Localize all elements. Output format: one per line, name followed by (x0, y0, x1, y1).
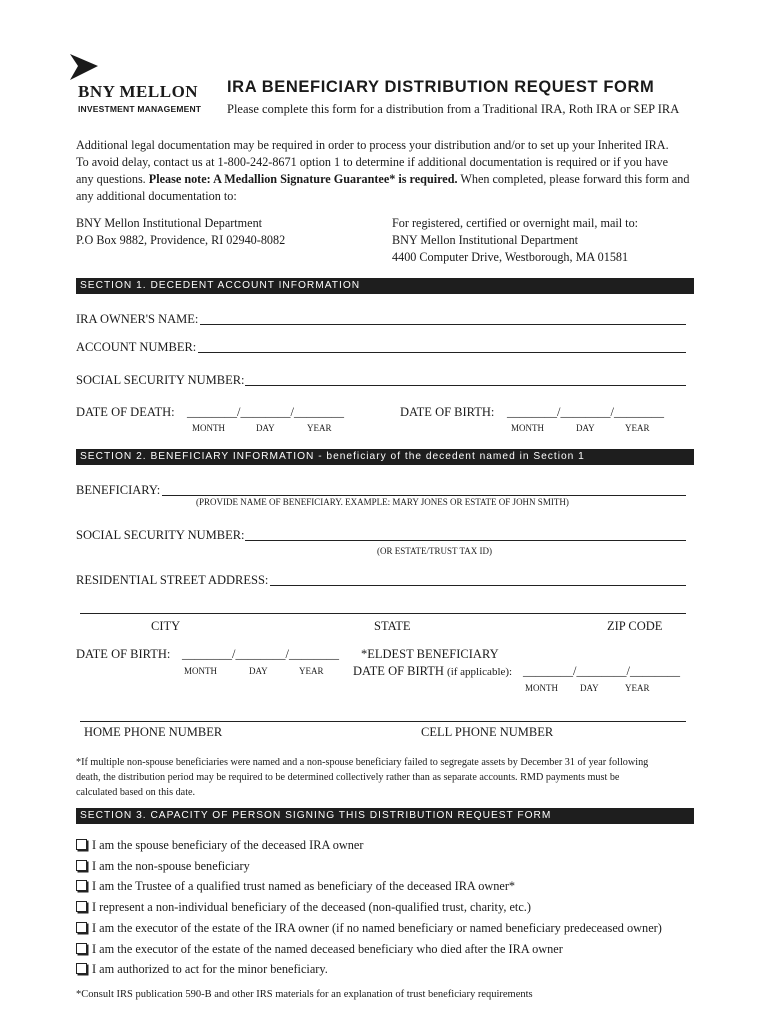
beneficiary-label: BENEFICIARY: (76, 483, 161, 497)
home-phone-caption: HOME PHONE NUMBER (84, 725, 223, 739)
decedent-ssn-field[interactable] (245, 372, 686, 386)
state-caption: STATE (374, 619, 411, 633)
brand-division: INVESTMENT MANAGEMENT (78, 104, 202, 114)
eldest-dob-field[interactable]: ________/________/________ (523, 664, 680, 678)
phone-numbers-field[interactable] (80, 708, 686, 722)
street-address-field[interactable] (270, 572, 686, 586)
day-caption: DAY (576, 423, 595, 433)
cell-phone-caption: CELL PHONE NUMBER (421, 725, 554, 739)
city-state-zip-field[interactable] (80, 600, 686, 614)
ira-owner-name-field[interactable] (200, 311, 686, 325)
capacity-option-non-individual[interactable]: I represent a non-individual beneficiary of the deceased (non-qualified trust, charity, etc.) (76, 900, 531, 915)
eldest-dob-label: DATE OF BIRTH (if applicable): (353, 664, 513, 678)
checkbox[interactable] (76, 839, 87, 850)
capacity-option-minor[interactable]: I am authorized to act for the minor beneficiary. (76, 962, 328, 977)
intro-line: To avoid delay, contact us at 1-800-242-8671 option 1 to determine if additional documentation is required or if you have (76, 155, 669, 169)
beneficiary-dob-label: DATE OF BIRTH: (76, 647, 171, 661)
decedent-dob-field[interactable]: ________/________/________ (507, 405, 664, 419)
month-caption: MONTH (525, 683, 558, 693)
capacity-option-beneficiary-executor[interactable]: I am the executor of the estate of the named deceased beneficiary who died after the IRA owner (76, 942, 563, 957)
account-number-label: ACCOUNT NUMBER: (76, 340, 197, 354)
trust-footnote: *Consult IRS publication 590-B and other IRS materials for an explanation of trust beneficiary requirements (76, 989, 533, 1000)
section2-heading: SECTION 2. BENEFICIARY INFORMATION - beneficiary of the decedent named in Section 1 (76, 449, 694, 465)
month-caption: MONTH (192, 423, 225, 433)
beneficiary-field[interactable] (162, 482, 686, 496)
month-caption: MONTH (184, 666, 217, 676)
intro-line: any additional documentation to: (76, 189, 237, 203)
beneficiary-ssn-label: SOCIAL SECURITY NUMBER: (76, 528, 245, 542)
checkbox[interactable] (76, 880, 87, 891)
checkbox[interactable] (76, 860, 87, 871)
year-caption: YEAR (299, 666, 324, 676)
day-caption: DAY (580, 683, 599, 693)
date-of-death-label: DATE OF DEATH: (76, 405, 175, 419)
overnight-address: For registered, certified or overnight mail, mail to: BNY Mellon Institutional Department 4400 Computer Drive, Westborough, MA 01581 (392, 216, 639, 264)
year-caption: YEAR (625, 423, 650, 433)
ssn-hint: (OR ESTATE/TRUST TAX ID) (377, 546, 492, 556)
intro-line: any questions. Please note: A Medallion Signature Guarantee* is required. When completed, please forward this form and (76, 172, 690, 186)
mailing-address: BNY Mellon Institutional Department P.O Box 9882, Providence, RI 02940-8082 (76, 216, 286, 247)
year-caption: YEAR (307, 423, 332, 433)
checkbox[interactable] (76, 922, 87, 933)
checkbox[interactable] (76, 963, 87, 974)
section3-heading: SECTION 3. CAPACITY OF PERSON SIGNING THIS DISTRIBUTION REQUEST FORM (76, 808, 694, 824)
form-title: IRA BENEFICIARY DISTRIBUTION REQUEST FORM (227, 78, 655, 96)
beneficiary-dob-field[interactable]: ________/________/________ (182, 647, 339, 661)
capacity-option-spouse[interactable]: I am the spouse beneficiary of the deceased IRA owner (76, 838, 363, 853)
capacity-option-trustee[interactable]: I am the Trustee of a qualified trust named as beneficiary of the deceased IRA owner* (76, 879, 515, 894)
bny-mellon-logo-icon (66, 52, 104, 82)
section1-heading: SECTION 1. DECEDENT ACCOUNT INFORMATION (76, 278, 694, 294)
capacity-option-owner-executor[interactable]: I am the executor of the estate of the IRA owner (if no named beneficiary or named beneficiary predeceased owner) (76, 921, 662, 936)
eldest-beneficiary-footnote: *If multiple non-spouse beneficiaries were named and a non-spouse beneficiary failed to segregate assets by December 31 of year following death, the distribution period may be required to be determined collectively rather than as separate accounts. RMD payments must be calculated based on this date. (76, 757, 649, 798)
medallion-note: Please note: A Medallion Signature Guarantee* is required. (148, 172, 458, 186)
form-subtitle: Please complete this form for a distribution from a Traditional IRA, Roth IRA or SEP IRA (227, 102, 680, 116)
zip-code-caption: ZIP CODE (607, 619, 663, 633)
brand-name: BNY MELLON (78, 82, 199, 101)
ira-owner-name-label: IRA OWNER'S NAME: (76, 312, 199, 326)
checkbox[interactable] (76, 943, 87, 954)
decedent-dob-label: DATE OF BIRTH: (400, 405, 495, 419)
checkbox[interactable] (76, 901, 87, 912)
intro-paragraph (76, 137, 689, 205)
beneficiary-hint: (PROVIDE NAME OF BENEFICIARY. EXAMPLE: MARY JONES OR ESTATE OF JOHN SMITH) (196, 497, 569, 507)
intro-line: Additional legal documentation may be required in order to process your distribution and/or to set up your Inherited IRA. (76, 138, 669, 152)
account-number-field[interactable] (198, 339, 686, 353)
eldest-beneficiary-title: *ELDEST BENEFICIARY (361, 647, 499, 661)
date-of-death-field[interactable]: ________/________/________ (187, 405, 344, 419)
decedent-ssn-label: SOCIAL SECURITY NUMBER: (76, 373, 245, 387)
month-caption: MONTH (511, 423, 544, 433)
capacity-option-non-spouse[interactable]: I am the non-spouse beneficiary (76, 859, 250, 874)
day-caption: DAY (256, 423, 275, 433)
year-caption: YEAR (625, 683, 650, 693)
day-caption: DAY (249, 666, 268, 676)
beneficiary-ssn-field[interactable] (245, 527, 686, 541)
street-address-label: RESIDENTIAL STREET ADDRESS: (76, 573, 269, 587)
city-caption: CITY (151, 619, 181, 633)
